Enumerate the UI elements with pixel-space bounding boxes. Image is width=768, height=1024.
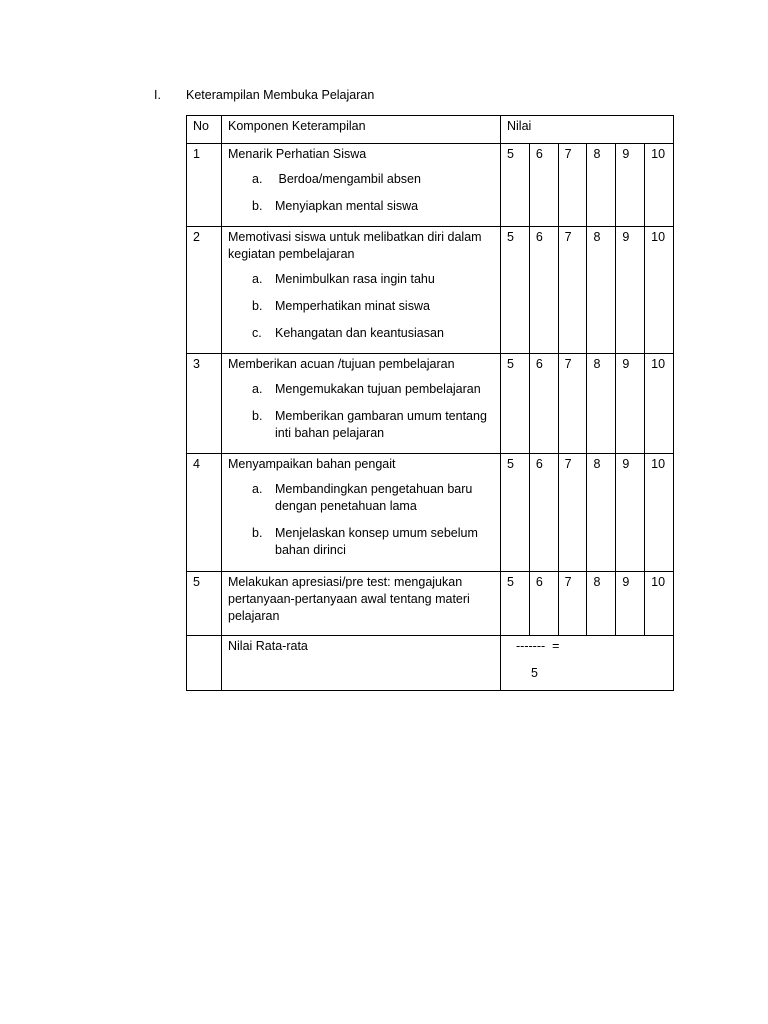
sub-item-list: [228, 171, 494, 215]
average-no-cell: [187, 636, 222, 691]
score-option-7[interactable]: 7: [558, 227, 587, 354]
table-row: [187, 354, 674, 454]
score-option-9[interactable]: 9: [616, 572, 645, 636]
table-row: [187, 144, 674, 227]
table-row: [187, 227, 674, 354]
list-item-text: Menimbulkan rasa ingin tahu: [275, 272, 435, 286]
row-component: [222, 572, 501, 636]
score-option-6[interactable]: 6: [529, 354, 558, 454]
score-option-7[interactable]: 7: [558, 572, 587, 636]
average-formula-bottom: 5: [531, 666, 538, 680]
header-score: Nilai: [501, 116, 674, 144]
list-item: [228, 271, 494, 288]
section-number: I.: [154, 88, 161, 102]
average-label: Nilai Rata-rata: [222, 636, 501, 691]
list-item-text: Menjelaskan konsep umum sebelum bahan dirinci: [275, 526, 482, 557]
list-item-text: Membandingkan pengetahuan baru dengan penetahuan lama: [275, 482, 476, 513]
average-formula-top: ------- =: [516, 639, 560, 653]
list-item-text: Menyiapkan mental siswa: [275, 199, 419, 213]
score-option-8[interactable]: 8: [587, 144, 616, 227]
list-item: [228, 481, 494, 515]
list-marker: c.: [252, 326, 262, 340]
row-number: 3: [187, 354, 222, 454]
sub-item-list: [228, 381, 494, 442]
score-option-9[interactable]: 9: [616, 354, 645, 454]
list-item: [228, 408, 494, 442]
sub-item-list: [228, 271, 494, 342]
component-title: Melakukan apresiasi/pre test: mengajukan pertanyaan-pertanyaan awal tentang materi pelajaran: [228, 575, 470, 623]
component-title: Memotivasi siswa untuk melibatkan diri dalam kegiatan pembelajaran: [228, 230, 482, 261]
score-option-9[interactable]: 9: [616, 454, 645, 572]
list-marker: a.: [252, 172, 263, 186]
list-item: [228, 325, 494, 342]
score-option-9[interactable]: 9: [616, 227, 645, 354]
score-option-8[interactable]: 8: [587, 572, 616, 636]
list-item-text: Berdoa/mengambil absen: [275, 172, 421, 186]
component-title: Menarik Perhatian Siswa: [228, 147, 367, 161]
score-option-8[interactable]: 8: [587, 227, 616, 354]
table-row: [187, 572, 674, 636]
average-row: [187, 636, 674, 691]
score-option-5[interactable]: 5: [501, 144, 530, 227]
score-option-8[interactable]: 8: [587, 354, 616, 454]
table-header-row: [187, 116, 674, 144]
score-option-5[interactable]: 5: [501, 354, 530, 454]
list-marker: b.: [252, 199, 263, 213]
score-option-5[interactable]: 5: [501, 572, 530, 636]
list-item: [228, 525, 494, 559]
evaluation-table: [186, 115, 674, 691]
row-number: 1: [187, 144, 222, 227]
table-row: [187, 454, 674, 572]
row-number: 4: [187, 454, 222, 572]
list-marker: b.: [252, 526, 263, 540]
sub-item-list: [228, 481, 494, 559]
score-option-10[interactable]: 10: [645, 572, 674, 636]
average-formula-cell: [501, 636, 674, 691]
score-option-10[interactable]: 10: [645, 454, 674, 572]
score-option-7[interactable]: 7: [558, 354, 587, 454]
score-option-6[interactable]: 6: [529, 572, 558, 636]
score-option-5[interactable]: 5: [501, 227, 530, 354]
list-item: [228, 171, 494, 188]
score-option-5[interactable]: 5: [501, 454, 530, 572]
list-item: [228, 298, 494, 315]
list-marker: b.: [252, 299, 263, 313]
score-option-7[interactable]: 7: [558, 144, 587, 227]
list-item: [228, 198, 494, 215]
row-number: 5: [187, 572, 222, 636]
section-title: Keterampilan Membuka Pelajaran: [186, 88, 375, 102]
list-item-text: Memberikan gambaran umum tentang inti bahan pelajaran: [275, 409, 491, 440]
score-option-6[interactable]: 6: [529, 144, 558, 227]
row-component: [222, 227, 501, 354]
score-option-6[interactable]: 6: [529, 227, 558, 354]
list-marker: b.: [252, 409, 263, 423]
row-component: [222, 354, 501, 454]
header-component: Komponen Keterampilan: [222, 116, 501, 144]
list-marker: a.: [252, 382, 263, 396]
row-component: [222, 144, 501, 227]
row-component: [222, 454, 501, 572]
score-option-10[interactable]: 10: [645, 227, 674, 354]
header-no: No: [187, 116, 222, 144]
score-option-8[interactable]: 8: [587, 454, 616, 572]
row-number: 2: [187, 227, 222, 354]
list-marker: a.: [252, 482, 263, 496]
component-title: Memberikan acuan /tujuan pembelajaran: [228, 357, 455, 371]
list-item-text: Mengemukakan tujuan pembelajaran: [275, 382, 481, 396]
score-option-9[interactable]: 9: [616, 144, 645, 227]
list-item-text: Memperhatikan minat siswa: [275, 299, 430, 313]
list-item: [228, 381, 494, 398]
score-option-7[interactable]: 7: [558, 454, 587, 572]
list-marker: a.: [252, 272, 263, 286]
score-option-6[interactable]: 6: [529, 454, 558, 572]
score-option-10[interactable]: 10: [645, 354, 674, 454]
list-item-text: Kehangatan dan keantusiasan: [275, 326, 444, 340]
score-option-10[interactable]: 10: [645, 144, 674, 227]
component-title: Menyampaikan bahan pengait: [228, 457, 396, 471]
